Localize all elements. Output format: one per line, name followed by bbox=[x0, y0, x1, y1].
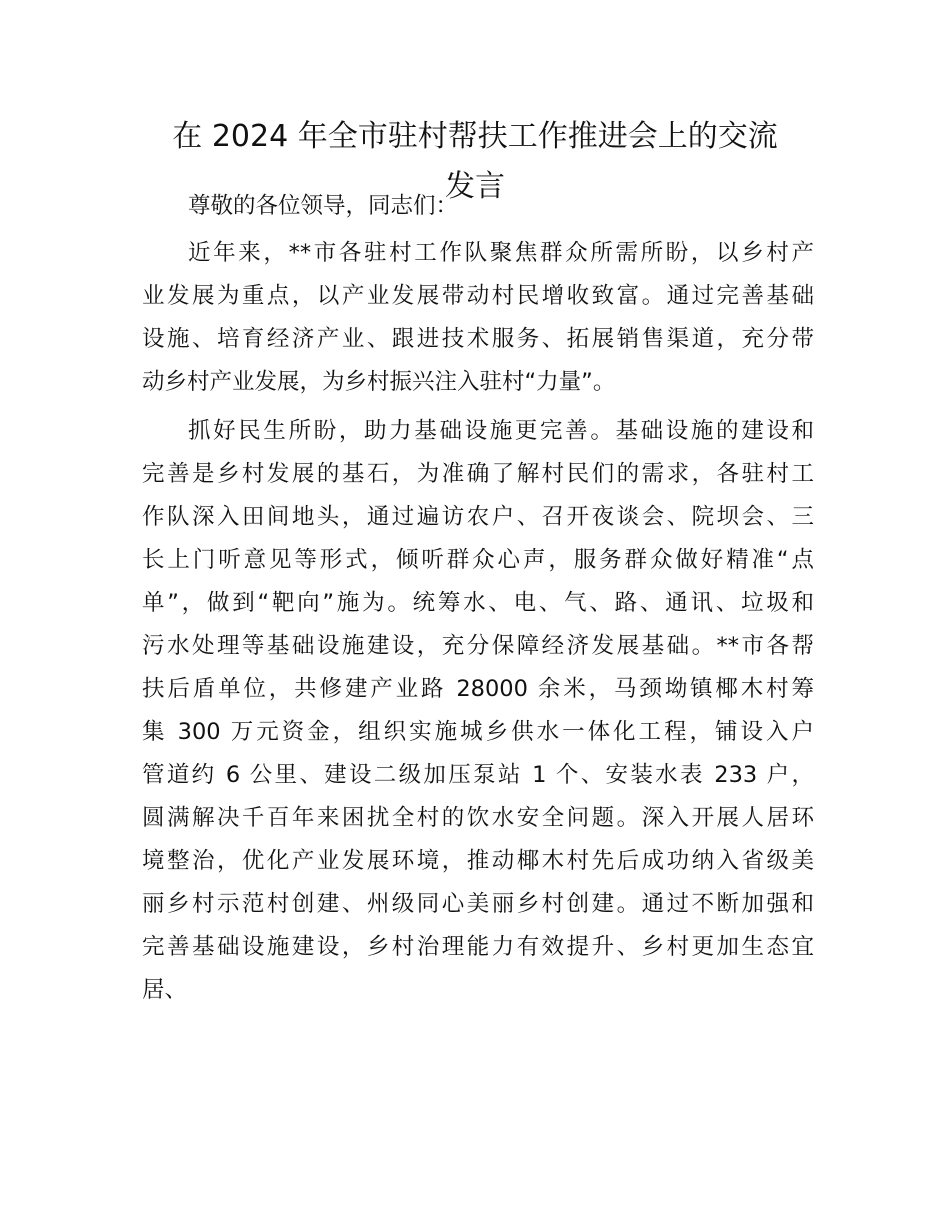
greeting-line: 尊敬的各位领导，同志们： bbox=[188, 193, 459, 219]
intro-paragraph bbox=[142, 232, 814, 404]
paragraph-line: 抓好民生所盼，助力基础设施更完善。基础设施的建设和 bbox=[188, 418, 814, 444]
paragraph-line: 集 300 万元资金，组织实施城乡供水一体化工程，铺设入户 bbox=[142, 719, 814, 745]
paragraph-line: 业发展为重点，以产业发展带动村民增收致富。通过完善基础 bbox=[142, 283, 814, 309]
paragraph-line: 设施、培育经济产业、跟进技术服务、拓展销售渠道，充分带 bbox=[142, 326, 814, 352]
paragraph-line: 境整治，优化产业发展环境，推动椰木村先后成功纳入省级美 bbox=[142, 848, 814, 874]
paragraph-line: 扶后盾单位，共修建产业路 28000 余米，马颈坳镇椰木村筹 bbox=[142, 676, 814, 702]
paragraph-line: 单”，做到“靶向”施为。统筹水、电、气、路、通讯、垃圾和 bbox=[142, 590, 814, 616]
title-line-1: 在 2024 年全市驻村帮扶工作推进会上的交流 bbox=[172, 119, 778, 154]
paragraph-line: 完善基础设施建设，乡村治理能力有效提升、乡村更加生态宜 bbox=[142, 934, 814, 960]
infrastructure-paragraph bbox=[142, 410, 814, 1012]
paragraph-line: 管道约 6 公里、建设二级加压泵站 1 个、安装水表 233 户， bbox=[142, 762, 814, 788]
paragraph-line: 长上门听意见等形式，倾听群众心声，服务群众做好精准“点 bbox=[142, 547, 814, 573]
paragraph-line: 完善是乡村发展的基石，为准确了解村民们的需求，各驻村工 bbox=[142, 461, 814, 487]
paragraph-line: 动乡村产业发展，为乡村振兴注入驻村“力量”。 bbox=[142, 369, 616, 395]
document-body bbox=[142, 185, 814, 1012]
greeting-paragraph bbox=[142, 185, 814, 228]
paragraph-line: 近年来，**市各驻村工作队聚焦群众所需所盼，以乡村产 bbox=[188, 240, 814, 266]
paragraph-line: 居、 bbox=[142, 977, 188, 1003]
paragraph-line: 污水处理等基础设施建设，充分保障经济发展基础。**市各帮 bbox=[142, 633, 814, 659]
paragraph-line: 丽乡村示范村创建、州级同心美丽乡村创建。通过不断加强和 bbox=[142, 891, 814, 917]
paragraph-line: 圆满解决千百年来困扰全村的饮水安全问题。深入开展人居环 bbox=[142, 805, 814, 831]
paragraph-line: 作队深入田间地头，通过遍访农户、召开夜谈会、院坝会、三 bbox=[142, 504, 814, 530]
title-line-2: 发言 bbox=[445, 169, 505, 204]
